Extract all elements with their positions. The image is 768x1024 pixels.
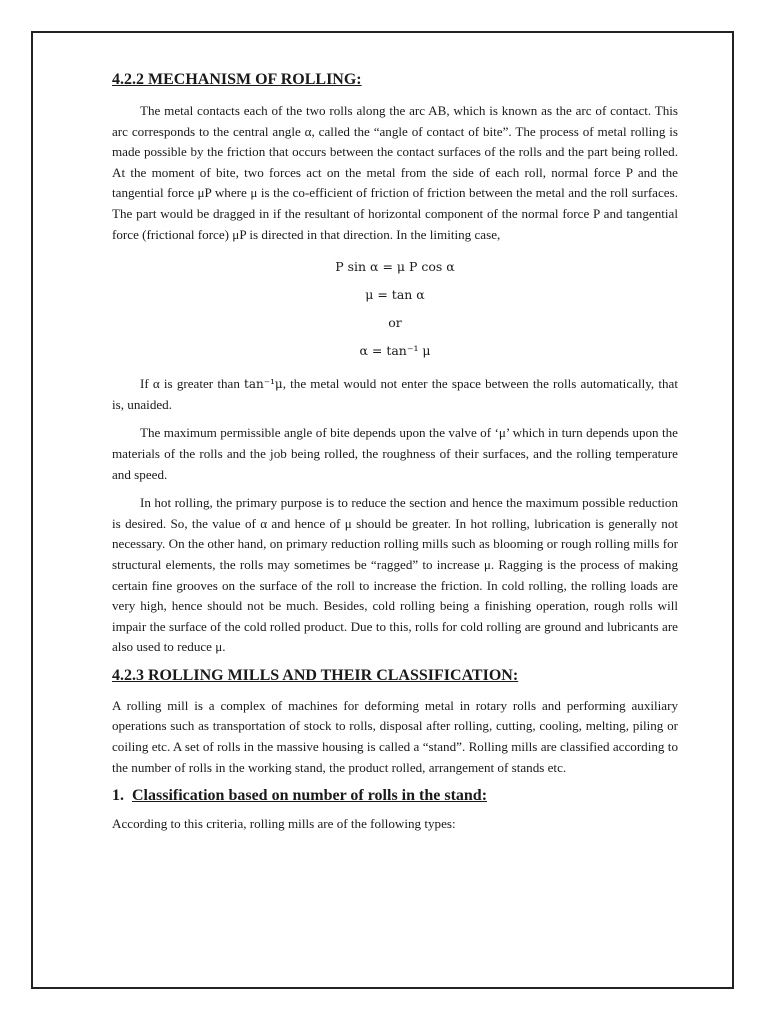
section-heading-mechanism-of-rolling: 4.2.2 MECHANISM OF ROLLING:	[112, 71, 362, 88]
inline-arctan-mu: tan⁻¹μ	[244, 377, 283, 392]
equation-or: or	[388, 315, 402, 331]
paragraph-alpha-greater	[112, 374, 678, 415]
section-heading-rolling-mills-classification: 4.2.3 ROLLING MILLS AND THEIR CLASSIFICATION:	[112, 666, 519, 684]
paragraph-hot-rolling: In hot rolling, the primary purpose is to reduce the section and hence the maximum possible reduction is desired. So, the value of α and hence of μ should be greater. In hot rolling, lubrication is generally not necessary. On the other hand, on primary reduction rolling mills such as blooming or rough rolling mills for structural elements, the rolls may sometimes be “ragged” to increase μ. Ragging is the process of making certain fine grooves on the surface of the roll to increase the friction. In cold rolling, the rolling loads are very high, hence should not be much. Besides, cold rolling being a finishing operation, rough rolls will impair the surface of the cold rolled product. Due to this, rolls for cold rolling are ground and lubricants are also used to reduce μ.	[112, 495, 678, 655]
subsection-number: 1.	[112, 787, 124, 805]
paragraph-arc-of-contact: The metal contacts each of the two rolls along the arc AB, which is known as the arc of contact. This arc corresponds to the central angle α, called the “angle of contact of bite”. The process of metal rolling is made possible by the friction that occurs between the contact surfaces of the rolls and the part being rolled. At the moment of bite, two forces act on the metal from the side of each roll, normal force P and the tangential force μP where μ is the co-efficient of friction of friction between the metal and the roll surfaces. The part would be dragged in if the resultant of horizontal component of the normal force P and tangential force (frictional force) μP is directed in that direction. In the limiting case,	[112, 103, 678, 242]
paragraph-rolling-mill-definition: A rolling mill is a complex of machines for deforming metal in rotary rolls and performing auxiliary operations such as transportation of stock to rolls, disposal after rolling, cutting, cooling, melting, piling or coiling etc. A set of rolls in the massive housing is called a “stand”. Rolling mills are classified according to the number of rolls in the working stand, the product rolled, arrangement of stands etc.	[112, 697, 678, 775]
paragraph-alpha-greater-text-a: If α is greater than	[140, 376, 245, 392]
equation-mu-tan-alpha: μ = tan α	[365, 287, 425, 303]
subsection-title: Classification based on number of rolls in the stand:	[132, 787, 488, 805]
paragraph-types-intro: According to this criteria, rolling mills are of the following types:	[112, 816, 456, 832]
equation-force-balance: P sin α = μ P cos α	[335, 259, 455, 275]
subsection-heading-number-of-rolls	[112, 786, 678, 806]
equation-alpha-arctan-mu: α = tan⁻¹ μ	[359, 343, 431, 359]
paragraph-alpha-greater-text-b: , the metal would not enter the space between the rolls automatically, that is, unaided.	[112, 376, 678, 412]
document-body	[112, 70, 678, 843]
paragraph-max-angle-of-bite: The maximum permissible angle of bite depends upon the valve of ‘μ’ which in turn depends upon the materials of the rolls and the job being rolled, the roughness of their surfaces, and the rolling temperature and speed.	[112, 425, 678, 482]
equation-block	[112, 253, 678, 365]
